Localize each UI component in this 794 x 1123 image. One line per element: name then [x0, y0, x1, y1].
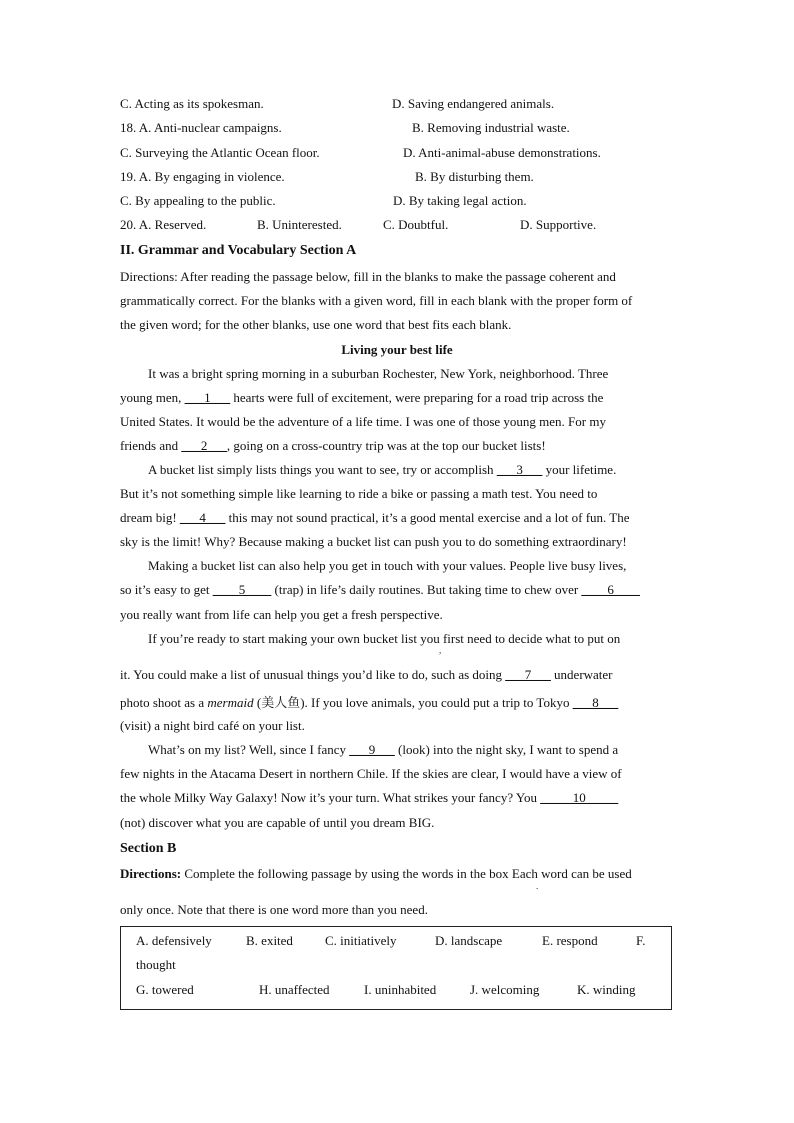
q19-option-a: 19. A. By engaging in violence. — [120, 169, 285, 184]
blank-4: ___4___ — [179, 510, 226, 525]
directions-line: grammatically correct. For the blanks with a given word, fill in each blank with the proper form of — [120, 293, 633, 308]
passage-line: you really want from life can help you get a fresh perspective. — [120, 607, 443, 622]
q17-option-d: D. Saving endangered animals. — [392, 96, 555, 111]
comma-mark: , — [439, 645, 442, 655]
passage-line: friends and ___2___, going on a cross-country trip was at the top our bucket lists! — [120, 438, 546, 453]
blank-3: ___3___ — [496, 462, 543, 477]
blank-7: ___7___ — [505, 667, 551, 682]
q18-option-b: B. Removing industrial waste. — [412, 120, 570, 135]
passage-line: it. You could make a list of unusual things you’d like to do, such as doing ___7___ underwater — [120, 667, 613, 682]
word-option-j: J. welcoming — [470, 982, 540, 997]
directions-line: the given word; for the other blanks, use one word that best fits each blank. — [120, 317, 512, 332]
passage-title: Living your best life — [341, 342, 453, 357]
q20-option-b: B. Uninterested. — [257, 217, 342, 232]
q18-option-d: D. Anti-animal-abuse demonstrations. — [403, 145, 601, 160]
passage-line: (not) discover what you are capable of until you dream BIG. — [120, 815, 435, 830]
word-option-a: A. defensively — [136, 933, 212, 948]
passage-line: the whole Milky Way Galaxy! Now it’s your turn. What strikes your fancy? You _____10_____ — [120, 790, 619, 805]
word-option-g: G. towered — [136, 982, 194, 997]
word-option-k: K. winding — [577, 982, 636, 997]
passage-line: Making a bucket list can also help you get in touch with your values. People live busy lives, — [148, 558, 627, 573]
passage-line: few nights in the Atacama Desert in northern Chile. If the skies are clear, I would have a view of — [120, 766, 622, 781]
q20-option-c: C. Doubtful. — [383, 217, 449, 232]
blank-2: ___2___ — [181, 438, 227, 453]
word-option-i: I. uninhabited — [364, 982, 437, 997]
word-box — [120, 926, 672, 1010]
word-option-d: D. landscape — [435, 933, 503, 948]
word-option-f: F. — [636, 933, 646, 948]
word-option-e: E. respond — [542, 933, 598, 948]
passage-line: young men, ___1___ hearts were full of excitement, were preparing for a road trip across the — [120, 390, 604, 405]
section-b-directions: Directions: Complete the following passage by using the words in the box Each word can be used — [120, 866, 632, 881]
q17-option-c: C. Acting as its spokesman. — [120, 96, 264, 111]
directions-line: Directions: After reading the passage below, fill in the blanks to make the passage coherent and — [120, 269, 616, 284]
word-option-f-text: thought — [136, 957, 176, 972]
passage-line: sky is the limit! Why? Because making a bucket list can push you to do something extraordinary! — [120, 534, 627, 549]
blank-8: ___8___ — [572, 695, 619, 710]
passage-line: so it’s easy to get ____5____ (trap) in life’s daily routines. But taking time to chew over ____6____ — [120, 582, 640, 597]
passage-line: It was a bright spring morning in a suburban Rochester, New York, neighborhood. Three — [148, 366, 609, 381]
passage-line: What’s on my list? Well, since I fancy ___9___ (look) into the night sky, I want to spend a — [148, 742, 619, 757]
blank-5: ____5____ — [212, 582, 272, 597]
q20-option-a: 20. A. Reserved. — [120, 217, 207, 232]
section-b-heading: Section B — [120, 841, 177, 856]
q18-option-a: 18. A. Anti-nuclear campaigns. — [120, 120, 282, 135]
passage-line: dream big! ___4___ this may not sound practical, it’s a good mental exercise and a lot of fun. The — [120, 510, 630, 525]
q19-option-d: D. By taking legal action. — [393, 193, 527, 208]
section-heading: II. Grammar and Vocabulary Section A — [120, 243, 357, 258]
blank-6: ____6____ — [581, 582, 640, 597]
passage-line: If you’re ready to start making your own bucket list you first need to decide what to put on — [148, 631, 621, 646]
word-option-h: H. unaffected — [259, 982, 330, 997]
q19-option-b: B. By disturbing them. — [415, 169, 534, 184]
passage-line: (visit) a night bird café on your list. — [120, 718, 305, 733]
q19-option-c: C. By appealing to the public. — [120, 193, 276, 208]
blank-10: _____10_____ — [540, 790, 619, 805]
passage-line: But it’s not something simple like learning to ride a bike or passing a math test. You need to — [120, 486, 598, 501]
q18-option-c: C. Surveying the Atlantic Ocean floor. — [120, 145, 320, 160]
blank-9: ___9___ — [349, 742, 395, 757]
mermaid-word: mermaid — [207, 695, 254, 710]
q20-option-d: D. Supportive. — [520, 217, 597, 232]
word-option-b: B. exited — [246, 933, 293, 948]
period-mark: . — [536, 881, 539, 891]
passage-line: photo shoot as a mermaid (美人鱼). If you love animals, you could put a trip to Tokyo ___8___ — [120, 695, 619, 710]
section-b-directions: only once. Note that there is one word more than you need. — [120, 902, 428, 917]
word-option-c: C. initiatively — [325, 933, 397, 948]
passage-line: A bucket list simply lists things you want to see, try or accomplish ___3___ your lifetime. — [148, 462, 617, 477]
blank-1: ___1___ — [184, 390, 231, 405]
passage-line: United States. It would be the adventure of a life time. I was one of those young men. For my — [120, 414, 606, 429]
